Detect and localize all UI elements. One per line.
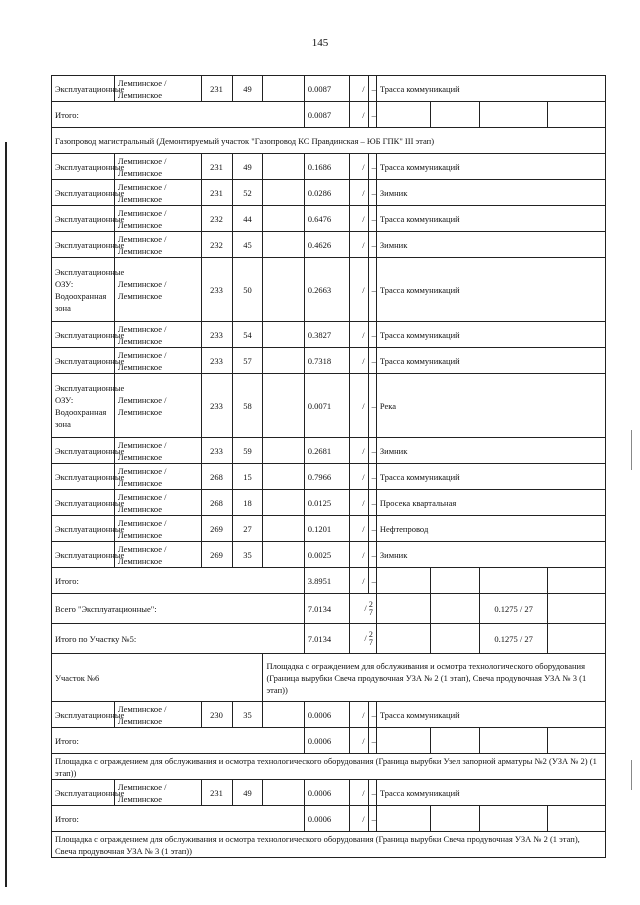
table-row <box>52 374 606 438</box>
cell-purpose: Зимник <box>376 180 605 206</box>
table-row <box>52 258 606 322</box>
cell-type: Эксплуатационные ОЗУ: Водоохранная зона <box>52 258 115 322</box>
cell-plot: 58 <box>232 374 263 438</box>
cell-value: 0.1201 <box>304 516 349 542</box>
cell-plot: 49 <box>232 76 263 102</box>
cell-empty <box>376 102 430 128</box>
cell-empty <box>430 624 480 654</box>
cell-block: 231 <box>201 154 232 180</box>
cell-purpose: Трасса коммуникаций <box>376 154 605 180</box>
cell-value: 0.0125 <box>304 490 349 516</box>
cell-purpose: Зимник <box>376 438 605 464</box>
cell-purpose: Трасса коммуникаций <box>376 780 605 806</box>
fraction-den: 7 <box>368 607 373 617</box>
cell-type: Эксплуатационные <box>52 76 115 102</box>
cell-empty <box>263 702 304 728</box>
cell-slash: / <box>350 568 369 594</box>
cell-empty <box>430 728 480 754</box>
cell-empty <box>430 568 480 594</box>
cell-slash: / <box>350 374 369 438</box>
cell-slash: / <box>350 206 369 232</box>
cell-empty <box>480 102 548 128</box>
cell-plot: 54 <box>232 322 263 348</box>
cell-empty <box>263 258 304 322</box>
section-title: Площадка с ограждением для обслуживания и осмотра технологического оборудования (Граница вырубки Свеча продувочная УЗА № 2 (1 этап), Свеча продувочная УЗА № 3 (1 этап)) <box>52 832 606 858</box>
table-row <box>52 490 606 516</box>
cell-purpose: Зимник <box>376 232 605 258</box>
cell-purpose: Трасса коммуникаций <box>376 322 605 348</box>
cell-block: 233 <box>201 348 232 374</box>
cell-value: 0.4626 <box>304 232 349 258</box>
cell-dash: – <box>368 542 376 568</box>
fraction-num: 2 <box>368 599 373 609</box>
cell-value: 0.2663 <box>304 258 349 322</box>
cell-slash: / <box>350 516 369 542</box>
cell-dash: – <box>368 806 376 832</box>
cell-empty <box>263 490 304 516</box>
cell-type: Эксплуатационные <box>52 702 115 728</box>
cell-dash: – <box>368 464 376 490</box>
cell-block: 232 <box>201 232 232 258</box>
cell-plot: 59 <box>232 438 263 464</box>
table-row <box>52 206 606 232</box>
fraction-cell <box>350 594 377 624</box>
cell-empty <box>263 516 304 542</box>
cell-purpose: Трасса коммуникаций <box>376 702 605 728</box>
cell-type: Эксплуатационные <box>52 232 115 258</box>
cell-area: Лемпинское / Лемпинское <box>114 206 201 232</box>
table-row <box>52 348 606 374</box>
cell-area: Лемпинское / Лемпинское <box>114 702 201 728</box>
cell-slash: / <box>350 542 369 568</box>
cell-block: 269 <box>201 542 232 568</box>
cell-empty <box>263 542 304 568</box>
table-row <box>52 542 606 568</box>
table-row <box>52 128 606 154</box>
cell-dash: – <box>368 516 376 542</box>
cell-purpose: Нефтепровод <box>376 516 605 542</box>
table-row <box>52 102 606 128</box>
fraction-cell <box>350 624 377 654</box>
cell-value: 0.7966 <box>304 464 349 490</box>
cell-type: Эксплуатационные <box>52 348 115 374</box>
cell-type: Эксплуатационные <box>52 490 115 516</box>
cell-empty <box>263 374 304 438</box>
table-row <box>52 702 606 728</box>
cell-purpose: Река <box>376 374 605 438</box>
cell-block: 232 <box>201 206 232 232</box>
cell-plot: 45 <box>232 232 263 258</box>
cell-empty <box>263 438 304 464</box>
cell-value: 0.2681 <box>304 438 349 464</box>
cell-block: 231 <box>201 180 232 206</box>
table-row <box>52 322 606 348</box>
cell-empty <box>430 806 480 832</box>
cell-value: 0.1686 <box>304 154 349 180</box>
cell-dash: – <box>368 348 376 374</box>
table-row <box>52 594 606 624</box>
cell-purpose: Просека квартальная <box>376 490 605 516</box>
cell-empty <box>263 154 304 180</box>
cell-dash: – <box>368 438 376 464</box>
total-value: 0.0006 <box>304 728 349 754</box>
cell-purpose: Трасса коммуникаций <box>376 206 605 232</box>
cell-dash: – <box>368 232 376 258</box>
cell-dash: – <box>368 728 376 754</box>
cell-slash: / <box>350 348 369 374</box>
cell-block: 231 <box>201 76 232 102</box>
cell-dash: – <box>368 568 376 594</box>
cell-area: Лемпинское / Лемпинское <box>114 516 201 542</box>
cell-empty <box>548 568 606 594</box>
table-row <box>52 728 606 754</box>
cell-empty <box>263 780 304 806</box>
cell-plot: 49 <box>232 780 263 806</box>
cell-type: Эксплуатационные <box>52 780 115 806</box>
cell-value: 0.7318 <box>304 348 349 374</box>
cell-value: 0.0006 <box>304 780 349 806</box>
cell-empty <box>263 232 304 258</box>
cell-slash: / <box>350 258 369 322</box>
cell-empty <box>376 806 430 832</box>
cell-dash: – <box>368 322 376 348</box>
cell-value: 0.0087 <box>304 76 349 102</box>
cell-empty <box>480 568 548 594</box>
total-label: Итого: <box>52 806 305 832</box>
cell-type: Эксплуатационные ОЗУ: Водоохранная зона <box>52 374 115 438</box>
cell-empty <box>263 322 304 348</box>
cell-area: Лемпинское / Лемпинское <box>114 374 201 438</box>
cell-purpose: Трасса коммуникаций <box>376 258 605 322</box>
section-title: Газопровод магистральный (Демонтируемый участок "Газопровод КС Правдинская – ЮБ ГПК" III этап) <box>52 128 606 154</box>
cell-area: Лемпинское / Лемпинское <box>114 780 201 806</box>
cell-plot: 35 <box>232 542 263 568</box>
cell-type: Эксплуатационные <box>52 154 115 180</box>
cell-empty <box>548 728 606 754</box>
total-label: Всего "Эксплуатационные": <box>52 594 305 624</box>
table-row <box>52 624 606 654</box>
cell-slash: / <box>350 154 369 180</box>
total-value: 3.8951 <box>304 568 349 594</box>
cell-empty <box>548 806 606 832</box>
cell-purpose: Трасса коммуникаций <box>376 76 605 102</box>
cell-area: Лемпинское / Лемпинское <box>114 76 201 102</box>
cell-area: Лемпинское / Лемпинское <box>114 438 201 464</box>
total-label: Итого: <box>52 102 305 128</box>
cell-block: 268 <box>201 464 232 490</box>
cell-dash: – <box>368 180 376 206</box>
cell-slash: / <box>350 490 369 516</box>
cell-purpose: Трасса коммуникаций <box>376 348 605 374</box>
cell-area: Лемпинское / Лемпинское <box>114 258 201 322</box>
plot-desc: Площадка с ограждением для обслуживания и осмотра технологического оборудования (Граница вырубки Свеча продувочная УЗА № 2 (1 этап), Свеча продувочная УЗА № 3 (1 этап)) <box>263 654 606 702</box>
cell-empty <box>548 624 606 654</box>
total-extra: 0.1275 / 27 <box>480 624 548 654</box>
margin-rule <box>5 142 7 887</box>
cell-plot: 15 <box>232 464 263 490</box>
cell-empty <box>430 102 480 128</box>
cell-block: 233 <box>201 374 232 438</box>
cell-area: Лемпинское / Лемпинское <box>114 464 201 490</box>
page-number: 145 <box>311 37 329 49</box>
cell-area: Лемпинское / Лемпинское <box>114 180 201 206</box>
cell-block: 230 <box>201 702 232 728</box>
cell-type: Эксплуатационные <box>52 322 115 348</box>
cell-plot: 57 <box>232 348 263 374</box>
table-row <box>52 464 606 490</box>
cell-block: 233 <box>201 258 232 322</box>
cell-purpose: Зимник <box>376 542 605 568</box>
cell-slash: / <box>350 180 369 206</box>
cell-area: Лемпинское / Лемпинское <box>114 348 201 374</box>
cell-value: 0.6476 <box>304 206 349 232</box>
cell-empty <box>480 728 548 754</box>
cell-dash: – <box>368 490 376 516</box>
cell-type: Эксплуатационные <box>52 180 115 206</box>
cell-value: 0.0025 <box>304 542 349 568</box>
cell-block: 233 <box>201 438 232 464</box>
cell-value: 0.0286 <box>304 180 349 206</box>
cell-type: Эксплуатационные <box>52 464 115 490</box>
table-row <box>52 832 606 858</box>
cell-slash: / <box>350 702 369 728</box>
cell-area: Лемпинское / Лемпинское <box>114 154 201 180</box>
cell-plot: 35 <box>232 702 263 728</box>
table-row <box>52 568 606 594</box>
cell-plot: 50 <box>232 258 263 322</box>
cell-dash: – <box>368 206 376 232</box>
margin-mark <box>631 430 632 470</box>
fraction <box>369 601 373 617</box>
cell-block: 269 <box>201 516 232 542</box>
total-value: 0.0087 <box>304 102 349 128</box>
fraction <box>369 631 373 647</box>
cell-slash: / <box>350 464 369 490</box>
cell-dash: – <box>368 76 376 102</box>
cell-area: Лемпинское / Лемпинское <box>114 322 201 348</box>
cell-empty <box>376 568 430 594</box>
cell-slash: / <box>350 76 369 102</box>
cell-type: Эксплуатационные <box>52 206 115 232</box>
total-value: 7.0134 <box>304 624 349 654</box>
slash: / <box>364 602 367 613</box>
cell-empty <box>263 464 304 490</box>
fraction-den: 7 <box>368 637 373 647</box>
total-label: Итого по Участку №5: <box>52 624 305 654</box>
cell-empty <box>480 806 548 832</box>
cell-plot: 27 <box>232 516 263 542</box>
cell-empty <box>263 76 304 102</box>
cell-slash: / <box>350 322 369 348</box>
cell-dash: – <box>368 258 376 322</box>
cell-block: 233 <box>201 322 232 348</box>
cell-empty <box>548 594 606 624</box>
cell-dash: – <box>368 102 376 128</box>
total-value: 7.0134 <box>304 594 349 624</box>
total-value: 0.0006 <box>304 806 349 832</box>
section-title: Площадка с ограждением для обслуживания и осмотра технологического оборудования (Граница вырубки Узел запорной арматуры №2 (УЗА № 2) (1 этап)) <box>52 754 606 780</box>
cell-dash: – <box>368 780 376 806</box>
table-row <box>52 780 606 806</box>
cell-empty <box>430 594 480 624</box>
table-row <box>52 806 606 832</box>
cell-area: Лемпинское / Лемпинское <box>114 490 201 516</box>
cell-plot: 18 <box>232 490 263 516</box>
fraction-num: 2 <box>368 629 373 639</box>
cell-area: Лемпинское / Лемпинское <box>114 542 201 568</box>
table-row <box>52 76 606 102</box>
table-row <box>52 654 606 702</box>
cell-block: 231 <box>201 780 232 806</box>
total-label: Итого: <box>52 728 305 754</box>
cell-value: 0.0071 <box>304 374 349 438</box>
cell-value: 0.0006 <box>304 702 349 728</box>
cell-area: Лемпинское / Лемпинское <box>114 232 201 258</box>
table-row <box>52 516 606 542</box>
cell-slash: / <box>350 438 369 464</box>
forest-plot-table <box>51 75 606 858</box>
cell-slash: / <box>350 232 369 258</box>
table-row <box>52 232 606 258</box>
cell-empty <box>376 728 430 754</box>
cell-empty <box>376 624 430 654</box>
table-row <box>52 754 606 780</box>
cell-purpose: Трасса коммуникаций <box>376 464 605 490</box>
total-extra: 0.1275 / 27 <box>480 594 548 624</box>
cell-slash: / <box>350 780 369 806</box>
total-label: Итого: <box>52 568 305 594</box>
cell-type: Эксплуатационные <box>52 542 115 568</box>
cell-empty <box>263 348 304 374</box>
cell-plot: 49 <box>232 154 263 180</box>
table-row <box>52 438 606 464</box>
cell-slash: / <box>350 728 369 754</box>
cell-empty <box>263 206 304 232</box>
table-row <box>52 180 606 206</box>
cell-empty <box>376 594 430 624</box>
slash: / <box>364 632 367 643</box>
cell-plot: 52 <box>232 180 263 206</box>
cell-slash: / <box>350 102 369 128</box>
table-row <box>52 154 606 180</box>
plot-label: Участок №6 <box>52 654 263 702</box>
cell-value: 0.3827 <box>304 322 349 348</box>
cell-empty <box>548 102 606 128</box>
cell-dash: – <box>368 374 376 438</box>
cell-dash: – <box>368 154 376 180</box>
cell-plot: 44 <box>232 206 263 232</box>
cell-empty <box>263 180 304 206</box>
cell-type: Эксплуатационные <box>52 438 115 464</box>
cell-dash: – <box>368 702 376 728</box>
cell-block: 268 <box>201 490 232 516</box>
cell-slash: / <box>350 806 369 832</box>
margin-mark <box>631 760 632 790</box>
cell-type: Эксплуатационные <box>52 516 115 542</box>
